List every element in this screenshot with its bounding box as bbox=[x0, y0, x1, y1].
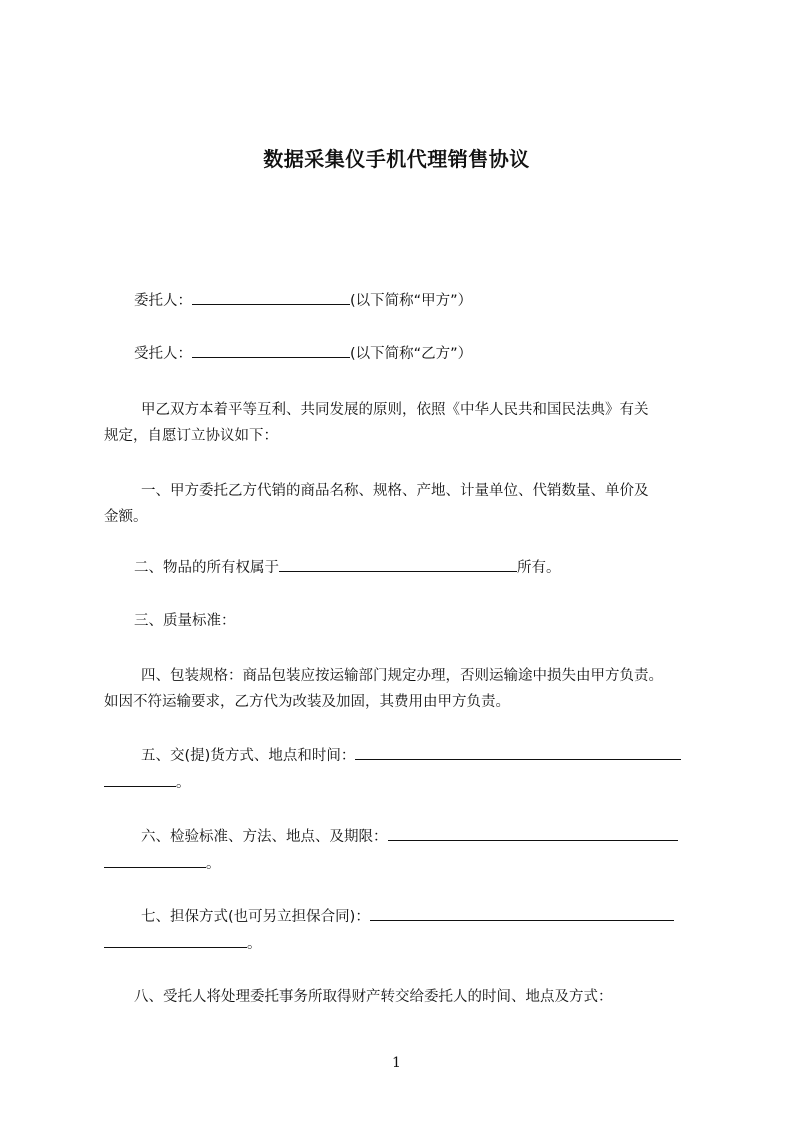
principal-suffix: (以下简称“甲方”） bbox=[350, 293, 473, 309]
clause-5-line-1 bbox=[141, 741, 741, 771]
clause-8: 八、受托人将处理委托事务所取得财产转交给委托人的时间、地点及方式： bbox=[134, 989, 613, 1005]
guarantee-blank-2 bbox=[104, 931, 247, 948]
page-number: 1 bbox=[392, 1055, 401, 1071]
document-title: 数据采集仪手机代理销售协议 bbox=[263, 147, 530, 171]
principal-line bbox=[134, 286, 734, 316]
agent-suffix: (以下简称“乙方”） bbox=[350, 346, 473, 362]
clause-2-suffix: 所有。 bbox=[517, 560, 561, 576]
delivery-blank-1 bbox=[355, 743, 681, 760]
clause-2-line bbox=[134, 553, 734, 583]
principal-label: 委托人： bbox=[134, 293, 192, 309]
inspection-blank-1 bbox=[388, 824, 678, 841]
clause-4-line-1: 四、包装规格：商品包装应按运输部门规定办理，否则运输途中损失由甲方负责。 bbox=[141, 668, 663, 684]
clause-7-end: 。 bbox=[247, 936, 262, 952]
agent-label: 受托人： bbox=[134, 346, 192, 362]
clause-4-line-2: 如因不符运输要求，乙方代为改装及加固，其费用由甲方负责。 bbox=[104, 694, 510, 710]
agent-line bbox=[134, 339, 734, 369]
clause-2-prefix: 二、物品的所有权属于 bbox=[134, 560, 279, 576]
clause-5-line-2 bbox=[104, 768, 704, 798]
clause-5-prefix: 五、交(提)货方式、地点和时间： bbox=[141, 748, 356, 764]
clause-6-line-2 bbox=[104, 849, 704, 879]
principal-blank bbox=[192, 288, 350, 305]
clause-7-line-1 bbox=[141, 902, 741, 932]
clause-7-line-2 bbox=[104, 929, 704, 959]
guarantee-blank-1 bbox=[370, 904, 674, 921]
intro-line-2: 规定，自愿订立协议如下： bbox=[104, 428, 278, 444]
clause-6-end: 。 bbox=[206, 856, 221, 872]
clause-7-prefix: 七、担保方式(也可另立担保合同)： bbox=[141, 909, 370, 925]
intro-line-1: 甲乙双方本着平等互利、共同发展的原则，依照《中华人民共和国民法典》有关 bbox=[141, 402, 649, 418]
ownership-blank bbox=[279, 555, 517, 572]
inspection-blank-2 bbox=[104, 851, 206, 868]
delivery-blank-2 bbox=[104, 770, 176, 787]
clause-3: 三、质量标准： bbox=[134, 613, 236, 629]
clause-5-end: 。 bbox=[176, 775, 191, 791]
clause-1-line-1: 一、甲方委托乙方代销的商品名称、规格、产地、计量单位、代销数量、单价及 bbox=[141, 483, 649, 499]
clause-1-line-2: 金额。 bbox=[104, 509, 148, 525]
clause-6-line-1 bbox=[141, 822, 741, 852]
agent-blank bbox=[192, 341, 350, 358]
clause-6-prefix: 六、检验标准、方法、地点、及期限： bbox=[141, 829, 388, 845]
